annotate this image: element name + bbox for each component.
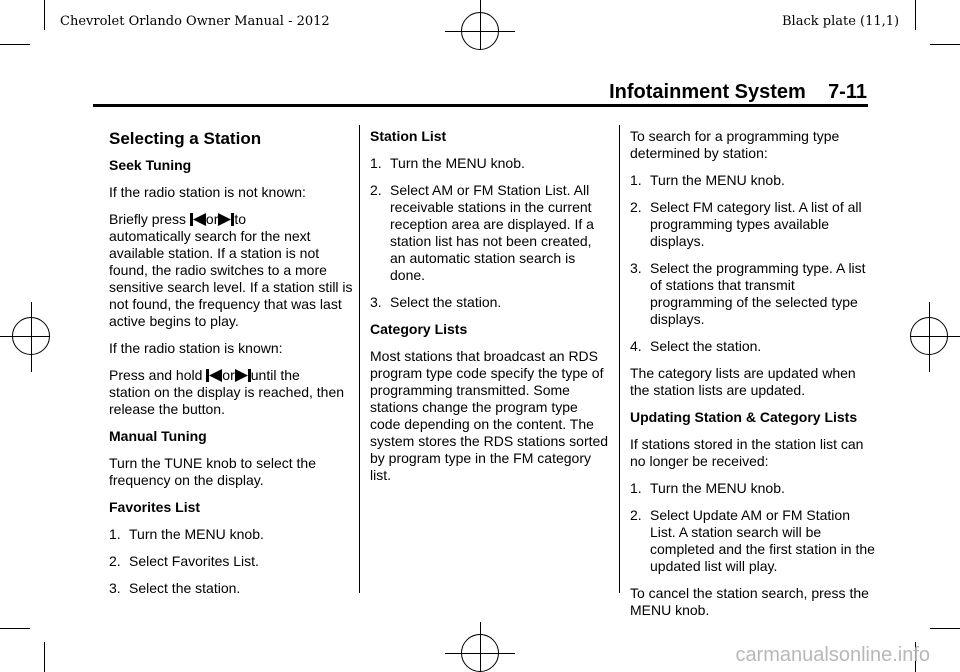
seek-forward-icon [218,213,234,226]
list-text: Select AM or FM Station List. All receivable stations in the current reception area are displayed. If a station list has not been created, an automatic station search is done. [390,182,594,283]
text: or [222,367,235,383]
crop-mark [930,628,960,629]
column-divider [359,125,360,593]
list-text: Turn the MENU knob. [650,172,785,188]
text: station on the display is reached, then release the button. [109,384,345,417]
list-number: 1. [370,155,382,171]
text: automatically search for the next available station. If a station is not found, the radio switches to a more sensitive search level. If a station still is not found, the frequency that was last active begins to play. [109,228,353,329]
text: Press and hold [109,367,203,383]
crop-mark [0,44,30,45]
section-heading: Selecting a Station [109,129,262,148]
column-3 [630,128,875,629]
list-item [370,182,610,284]
paragraph: Turn the TUNE knob to select the frequency on the display. [109,455,316,488]
crop-mark [930,44,960,45]
subheading-favorites-list: Favorites List [109,499,201,515]
column-divider [619,125,620,593]
list-number: 2. [630,507,642,523]
list-text: Select the programming type. A list of stations that transmit programming of the selected type displays. [650,260,866,327]
list-number: 3. [630,260,642,276]
list-item [109,553,353,570]
paragraph: To cancel the station search, press the MENU knob. [630,585,869,618]
list-number: 2. [370,182,382,198]
subheading-updating-lists: Updating Station & Category Lists [630,409,858,425]
manual-title: Chevrolet Orlando Owner Manual - 2012 [60,14,330,29]
plate-label: Black plate (11,1) [782,14,900,29]
list-item [109,580,353,597]
subheading-station-list: Station List [370,128,447,144]
paragraph: To search for a programming type determined by station: [630,128,840,161]
list-item [370,294,610,311]
list-number: 1. [630,480,642,496]
text: to [234,211,247,227]
paragraph: Most stations that broadcast an RDS program type code specify the type of programming transmitted. Some stations change the program type code depending on the content. The system stores the RDS stations sorted by program type in the FM category list. [370,348,609,483]
list-item [630,260,875,328]
column-2 [370,128,610,494]
crop-mark [915,0,916,30]
list-item [630,480,875,497]
paragraph: If the radio station is known: [109,340,283,356]
watermark: carmanualsonline.info [735,644,930,666]
seek-back-icon [190,213,206,226]
paragraph: The category lists are updated when the station lists are updated. [630,365,856,398]
column-1 [109,128,353,607]
list-text: Select Favorites List. [129,553,259,569]
list-item [630,338,875,355]
list-item [630,199,875,250]
header-rule [93,104,868,107]
list-text: Select the station. [129,580,241,596]
list-text: Turn the MENU knob. [650,480,785,496]
subheading-manual-tuning: Manual Tuning [109,428,207,444]
list-number: 1. [630,172,642,188]
list-item [109,526,353,543]
subheading-seek-tuning: Seek Tuning [109,157,192,173]
paragraph-seek-press [109,211,353,330]
list-number: 3. [109,580,121,596]
section-header [609,81,867,104]
page-number: 7-11 [828,81,867,103]
list-text: Turn the MENU knob. [129,526,264,542]
list-number: 2. [630,199,642,215]
paragraph: If stations stored in the station list can no longer be received: [630,436,864,469]
list-text: Select the station. [390,294,502,310]
seek-forward-icon [235,369,251,382]
seek-back-icon [206,369,222,382]
list-text: Turn the MENU knob. [390,155,525,171]
list-item [630,507,875,575]
subheading-category-lists: Category Lists [370,321,468,337]
list-number: 1. [109,526,121,542]
crop-mark [0,628,30,629]
text: or [205,211,219,227]
list-item [370,155,610,172]
list-text: Select Update AM or FM Station List. A station search will be completed and the first station in the updated list will play. [650,507,875,574]
list-number: 2. [109,553,121,569]
list-number: 4. [630,338,642,354]
list-text: Select FM category list. A list of all programming types available displays. [650,199,862,249]
crop-mark [44,642,45,672]
text: Briefly press [109,211,187,227]
list-number: 3. [370,294,382,310]
paragraph: If the radio station is not known: [109,184,306,200]
crop-mark [44,0,45,30]
paragraph-press-hold [109,367,353,418]
section-title: Infotainment System [609,81,806,103]
list-item [630,172,875,189]
list-text: Select the station. [650,338,762,354]
text: until the [250,367,300,383]
